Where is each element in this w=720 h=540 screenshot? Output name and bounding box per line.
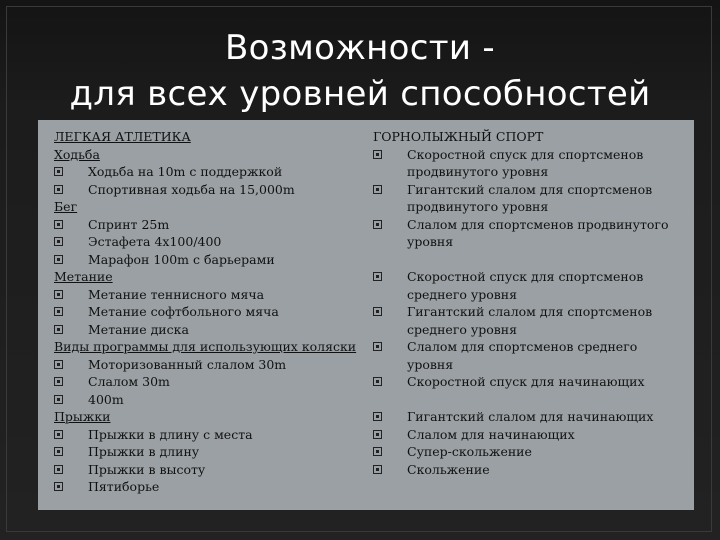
list-item: Спортивная ходьба на 15,000m bbox=[54, 181, 354, 199]
checkbox-bullet-icon bbox=[54, 167, 63, 176]
list-item: Слалом 30m bbox=[54, 373, 354, 391]
checkbox-bullet-icon bbox=[373, 342, 382, 351]
list-item: Метание теннисного мяча bbox=[54, 286, 354, 304]
alpine-skiing-header: ГОРНОЛЫЖНЫЙ СПОРТ bbox=[373, 129, 544, 144]
group-heading-wheelchair: Виды программы для использующих коляски bbox=[54, 339, 357, 354]
list-item: Скоростной спуск для спортсменов среднего уровня bbox=[373, 268, 683, 303]
list-item: Слалом для спортсменов среднего уровня bbox=[373, 338, 683, 373]
checkbox-bullet-icon bbox=[373, 412, 382, 421]
spacer bbox=[373, 391, 683, 409]
list-item: Метание софтбольного мяча bbox=[54, 303, 354, 321]
checkbox-bullet-icon bbox=[54, 307, 63, 316]
checkbox-bullet-icon bbox=[54, 255, 63, 264]
checkbox-bullet-icon bbox=[54, 185, 63, 194]
list-item: Моторизованный слалом 30m bbox=[54, 356, 354, 374]
list-item: Прыжки в длину с места bbox=[54, 426, 354, 444]
list-item: Гигантский слалом для начинающих bbox=[373, 408, 683, 426]
group-heading-running: Бег bbox=[54, 199, 78, 214]
checkbox-bullet-icon bbox=[373, 465, 382, 474]
list-item: Гигантский слалом для спортсменов среднего уровня bbox=[373, 303, 683, 338]
checkbox-bullet-icon bbox=[54, 395, 63, 404]
list-item: Ходьба на 10m с поддержкой bbox=[54, 163, 354, 181]
list-item: Спринт 25m bbox=[54, 216, 354, 234]
spacer bbox=[373, 251, 683, 269]
checkbox-bullet-icon bbox=[54, 237, 63, 246]
checkbox-bullet-icon bbox=[54, 377, 63, 386]
checkbox-bullet-icon bbox=[373, 220, 382, 229]
list-item: Скольжение bbox=[373, 461, 683, 479]
list-item: Гигантский слалом для спортсменов продвинутого уровня bbox=[373, 181, 683, 216]
checkbox-bullet-icon bbox=[373, 185, 382, 194]
list-item: Прыжки в высоту bbox=[54, 461, 354, 479]
checkbox-bullet-icon bbox=[54, 430, 63, 439]
checkbox-bullet-icon bbox=[54, 482, 63, 491]
list-item: Метание диска bbox=[54, 321, 354, 339]
athletics-header: ЛЕГКАЯ АТЛЕТИКА bbox=[54, 129, 191, 144]
checkbox-bullet-icon bbox=[373, 430, 382, 439]
list-item: Слалом для спортсменов продвинутого уровня bbox=[373, 216, 683, 251]
group-heading-walking: Ходьба bbox=[54, 146, 100, 162]
content-panel bbox=[38, 120, 694, 510]
list-item: Супер-скольжение bbox=[373, 443, 683, 461]
checkbox-bullet-icon bbox=[54, 360, 63, 369]
list-item: Прыжки в длину bbox=[54, 443, 354, 461]
list-item: Слалом для начинающих bbox=[373, 426, 683, 444]
checkbox-bullet-icon bbox=[54, 447, 63, 456]
checkbox-bullet-icon bbox=[54, 220, 63, 229]
group-heading-jumping: Прыжки bbox=[54, 409, 111, 424]
checkbox-bullet-icon bbox=[373, 447, 382, 456]
list-item: Скоростной спуск для начинающих bbox=[373, 373, 683, 391]
alpine-skiing-column bbox=[373, 128, 683, 478]
list-item: Марафон 100m с барьерами bbox=[54, 251, 354, 269]
group-heading-throwing: Метание bbox=[54, 269, 113, 284]
list-item: Скоростной спуск для спортсменов продвинутого уровня bbox=[373, 146, 683, 181]
slide-title-line-2: для всех уровней способностей bbox=[69, 74, 651, 114]
checkbox-bullet-icon bbox=[373, 377, 382, 386]
list-item: Пятиборье bbox=[54, 478, 354, 496]
athletics-column bbox=[54, 128, 357, 496]
checkbox-bullet-icon bbox=[373, 150, 382, 159]
list-item: 400m bbox=[54, 391, 354, 409]
checkbox-bullet-icon bbox=[54, 325, 63, 334]
list-item: Эстафета 4x100/400 bbox=[54, 233, 354, 251]
checkbox-bullet-icon bbox=[373, 307, 382, 316]
checkbox-bullet-icon bbox=[54, 290, 63, 299]
checkbox-bullet-icon bbox=[54, 465, 63, 474]
checkbox-bullet-icon bbox=[373, 272, 382, 281]
slide-title-line-1: Возможности - bbox=[225, 28, 495, 68]
